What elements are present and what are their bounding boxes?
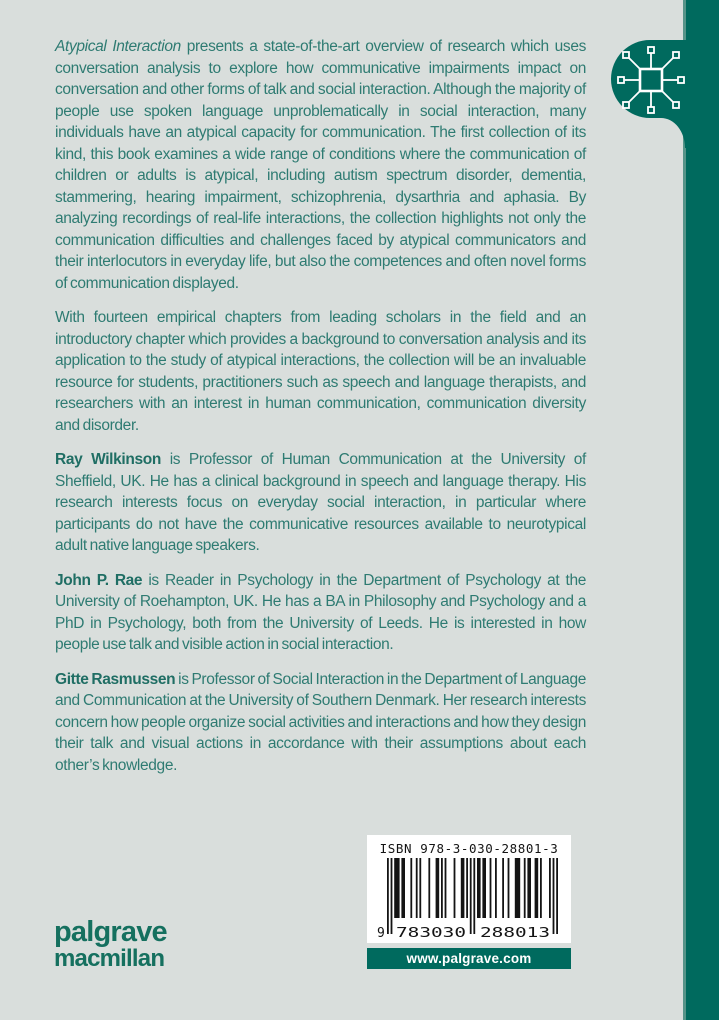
isbn-barcode-box <box>367 835 571 943</box>
book-title-italic: Atypical Interaction <box>55 38 181 55</box>
barcode-bars <box>387 858 558 934</box>
author-name-1: Ray Wilkinson <box>55 451 161 468</box>
author-bio-text-1: is Professor of Human Communication at the University of Sheffield, UK. He has a clinical background in speech and language therapy. His research interests focus on everyday social interaction, in particular where participants do not have the communicative resources available to neurotypical adult native language speakers. <box>55 451 586 554</box>
isbn-label: ISBN 978-3-030-28801-3 <box>379 841 559 856</box>
ean13-barcode <box>377 858 561 938</box>
author-bio-text-3: is Professor of Social Interaction in the Department of Language and Communication at the University of Southern Denmark. Her research interests concern how people organize social activities and interactions and how they design their talk and visual actions in accordance with their assumptions about each other’s knowledge. <box>55 670 586 774</box>
author-name-2: John P. Rae <box>55 571 143 589</box>
publisher-website-bar: www.palgrave.com <box>367 948 571 969</box>
synopsis-text-2: With fourteen empirical chapters from leading scholars in the field and an introductory chapter which provides a background to conversation analysis and its application to the study of atypical interactions, the collection will be an invaluable resource for students, practitioners such as speech and language therapists, and researchers with an interest in human communication, communication diversity and disorder. <box>55 309 586 434</box>
author-bio-2 <box>55 570 586 656</box>
synopsis-paragraph-2 <box>55 307 586 436</box>
publisher-logo <box>54 918 167 971</box>
spine-strip <box>683 0 719 1020</box>
author-bio-text-2: is Reader in Psychology in the Department of Psychology at the University of Roehampton, UK. He has a BA in Philosophy and Psychology and a PhD in Psychology, both from the University of Leeds. He is interested in how people use talk and visible action in social interaction. <box>55 571 586 653</box>
barcode-digits-right: 288013 <box>480 926 550 938</box>
synopsis-text-1: presents a state-of-the-art overview of research which uses conversation analysis to explore how communicative impairments impact on conversation and other forms of talk and social interaction. Although the majority of people use spoken language unproblematically in social interaction, many individuals have an atypical capacity for communication. The first collection of its kind, this book examines a wide range of conditions where the communication of children or adults is atypical, including autism spectrum disorder, dementia, stammering, hearing impairment, schizophrenia, dysarthria and aphasia. By analyzing recordings of real-life interactions, the collection highlights not only the communication difficulties and challenges faced by atypical communicators and their interlocutors in everyday life, but also the competences and often novel forms of communication displayed. <box>55 38 586 292</box>
author-bio-3 <box>55 669 586 777</box>
brand-tab <box>609 38 719 150</box>
author-bio-1 <box>55 449 586 557</box>
publisher-logo-macmillan: macmillan <box>54 945 165 972</box>
back-cover-text <box>55 36 586 789</box>
barcode-digit-first: 9 <box>377 926 385 938</box>
publisher-logo-palgrave: palgrave <box>54 916 167 948</box>
synopsis-paragraph-1 <box>55 36 586 294</box>
barcode-digits-left: 783030 <box>396 926 466 938</box>
author-name-3: Gitte Rasmussen <box>55 670 176 688</box>
